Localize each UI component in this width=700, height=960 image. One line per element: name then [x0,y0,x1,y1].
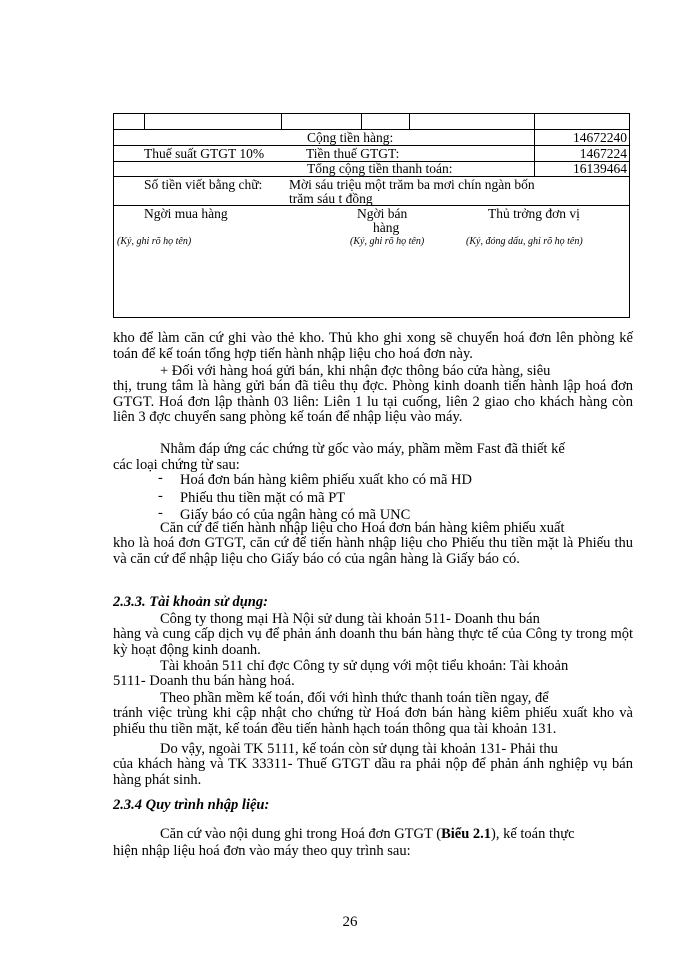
buyer-label: Ngời mua hàng [144,206,228,221]
table-divider [409,114,410,129]
paragraph-account-511-first: Công ty thong mại Hà Nội sử dung tài khoản 511- Doanh thu bán [160,611,540,627]
paragraph-accounts-used-first: Do vậy, ngoài TK 5111, kế toán còn sử dụng tài khoản 131- Phải thu [160,741,558,757]
paragraph-consignment: thị, trung tâm là hàng gửi bán đã tiêu thụ đợc. Phòng kinh doanh tiến hành lập hoá đơn GTGT. Hoá đơn lập thành 03 liên: Liên 1 lu tại cuống, liên 2 giao cho khách hàng còn liên 3 đợc chuyển sang phòng kế toán để nhập liệu vào máy. [113,378,633,426]
paragraph-process-first: Căn cứ vào nội dung ghi trong Hoá đơn GTGT (Biểu 2.1), kế toán thực [160,826,575,842]
paragraph-warehouse: kho để làm căn cứ ghi vào thẻ kho. Thủ kho ghi xong sẽ chuyển hoá đơn lên phòng kế toán để kế toán tổng hợp tiến hành nhập liệu cho hoá đơn này. [113,330,633,362]
goods-total-value: 14672240 [573,130,627,145]
seller-label: Ngời bán [357,206,408,221]
paragraph-accounts-used: của khách hàng và TK 33311- Thuế GTGT dầu ra phải nộp để phản ánh nghiệp vụ bán hàng phát sinh. [113,756,633,788]
paragraph-basis: kho là hoá đơn GTGT, căn cứ để tiến hành nhập liệu cho Phiếu thu tiền mặt là Phiếu thu và căn cứ để nhập liệu cho Giấy báo có của ngân hàng là Giấy báo có. [113,535,633,567]
seller-signature-note: (Ký, ghi rõ họ tên) [350,236,425,247]
paragraph-software-first: Theo phần mềm kế toán, đối với hình thức thanh toán tiền ngay, để [160,690,549,706]
paragraph-software: tránh việc trùng khi cập nhật cho chứng từ Hoá đơn bán hàng kiêm phiếu xuất kho và phiếu thu tiền mặt, kế toán đều tiến hành hạch toán thông qua tài khoản 131. [113,705,633,737]
paragraph-documents-first: Nhằm đáp ứng các chứng từ gốc vào máy, phầm mềm Fast đã thiết kế [160,441,565,457]
section-heading-2-3-3: 2.3.3. Tài khoản sử dụng: [113,594,268,610]
paragraph-account-511: hàng và cung cấp dịch vụ để phản ánh doanh thu bán hàng thực tế của Công ty trong một kỳ hoạt động kinh doanh. [113,626,633,658]
table-divider [144,114,145,129]
unit-head-signature-note: (Ký, đóng dấu, ghi rõ họ tên) [466,236,583,247]
bullet-dash-icon: - [158,488,163,504]
section-heading-2-3-4: 2.3.4 Quy trình nhập liệu: [113,797,270,813]
seller-label-cont: hàng [373,220,400,235]
vat-rate-label: Thuế suất GTGT 10% [144,146,265,161]
paragraph-process-second: hiện nhập liệu hoá đơn vào máy theo quy trình sau: [113,843,411,859]
invoice-table [113,113,630,318]
document-page: Cộng tiền hàng: 14672240 Thuế suất GTGT 10% Tiền thuế GTGT: 1467224 Tổng cộng tiền thanh toán: 16139464 Số tiền viết bằng chữ: Mời sáu triệu một trăm ba mơi chín ngàn bốn trăm sáu t đồng Ngời mua hàng Ngời bán hàng Thủ trởng đơn vị (Ký, ghi rõ họ tên) (Ký, ghi rõ họ tên) (Ký, đóng dấu, ghi rõ họ tên) kho để làm căn cứ ghi vào thẻ kho. Thủ kho ghi xong sẽ chuyển hoá đơn lên phòng kế toán để kế toán tổng hợp tiến hành nhập liệu cho hoá đơn này. + Đối với hàng hoá gửi bán, khi nhận đợc thông báo cửa hàng, siêu thị, trung tâm là hàng gửi bán đã tiêu thụ đợc. Phòng kinh doanh tiến hành lập hoá đơn GTGT. Hoá đơn lập thành 03 liên: Liên 1 lu tại cuống, liên 2 giao cho khách hàng còn liên 3 đợc chuyển sang phòng kế toán để nhập liệu vào máy. Nhằm đáp ứng các chứng từ gốc vào máy, phầm mềm Fast đã thiết kế các loại chứng từ sau: - Hoá đơn bán hàng kiêm phiếu xuất kho có mã HD - Phiếu thu tiền mặt có mã PT - Giấy báo có của ngân hàng có mã UNC Căn cứ để tiến hành nhập liệu cho Hoá đơn bán hàng kiêm phiếu xuất kho là hoá đơn GTGT, căn cứ để tiến hành nhập liệu cho Phiếu thu tiền mặt là Phiếu thu và căn cứ để nhập liệu cho Giấy báo có của ngân hàng là Giấy báo có. 2.3.3. Tài khoản sử dụng: Công ty thong mại Hà Nội sử dung tài khoản 511- Doanh thu bán hàng và cung cấp dịch vụ để phản ánh doanh thu bán hàng thực tế của Công ty trong một kỳ hoạt động kinh doanh. Tài khoản 511 chỉ đợc Công ty sử dụng với một tiểu khoản: Tài khoản 5111- Doanh thu bán hàng hoá. Theo phần mềm kế toán, đối với hình thức thanh toán tiền ngay, để tránh việc trùng khi cập nhật cho chứng từ Hoá đơn bán hàng kiêm phiếu xuất kho và phiếu thu tiền mặt, kế toán đều tiến hành hạch toán thông qua tài khoản 131. Do vậy, ngoài TK 5111, kế toán còn sử dụng tài khoản 131- Phải thu của khách hàng và TK 33311- Thuế GTGT dầu ra phải nộp để phản ánh nghiệp vụ bán hàng phát sinh. 2.3.4 Quy trình nhập liệu: Căn cứ vào nội dung ghi trong Hoá đơn GTGT (Biểu 2.1), kế toán thực hiện nhập liệu hoá đơn vào máy theo quy trình sau: 26 [0,0,700,960]
grand-total-label: Tổng cộng tiền thanh toán: [307,161,453,176]
figure-reference: Biểu 2.1 [441,826,492,842]
bullet-dash-icon: - [158,470,163,486]
table-divider [361,114,362,129]
goods-total-label: Cộng tiền hàng: [307,130,394,145]
paragraph-basis-first: Căn cứ để tiến hành nhập liệu cho Hoá đơn bán hàng kiêm phiếu xuất [160,520,565,536]
paragraph-consignment-first: + Đối với hàng hoá gửi bán, khi nhận đợc thông báo cửa hàng, siêu [160,363,551,379]
amount-in-words-label: Số tiền viết bằng chữ: [144,177,263,192]
paragraph-sub-account-first: Tài khoản 511 chỉ đợc Công ty sử dụng với một tiểu khoản: Tài khoản [160,658,569,674]
table-divider [281,114,282,129]
bullet-dash-icon: - [158,505,163,521]
buyer-signature-note: (Ký, ghi rõ họ tên) [117,236,192,247]
paragraph-sub-account: 5111- Doanh thu bán hàng hoá. [113,673,295,689]
page-number: 26 [342,914,358,930]
table-divider [534,114,535,176]
paragraph-documents-second: các loại chứng từ sau: [113,457,240,473]
unit-head-label: Thủ trởng đơn vị [488,206,580,221]
vat-amount-value: 1467224 [579,146,627,161]
amount-in-words-value-cont: trăm sáu t đồng [289,191,373,206]
grand-total-value: 16139464 [573,161,627,176]
amount-in-words-value: Mời sáu triệu một trăm ba mơi chín ngàn bốn [289,177,535,192]
vat-amount-label: Tiền thuế GTGT: [306,146,400,161]
